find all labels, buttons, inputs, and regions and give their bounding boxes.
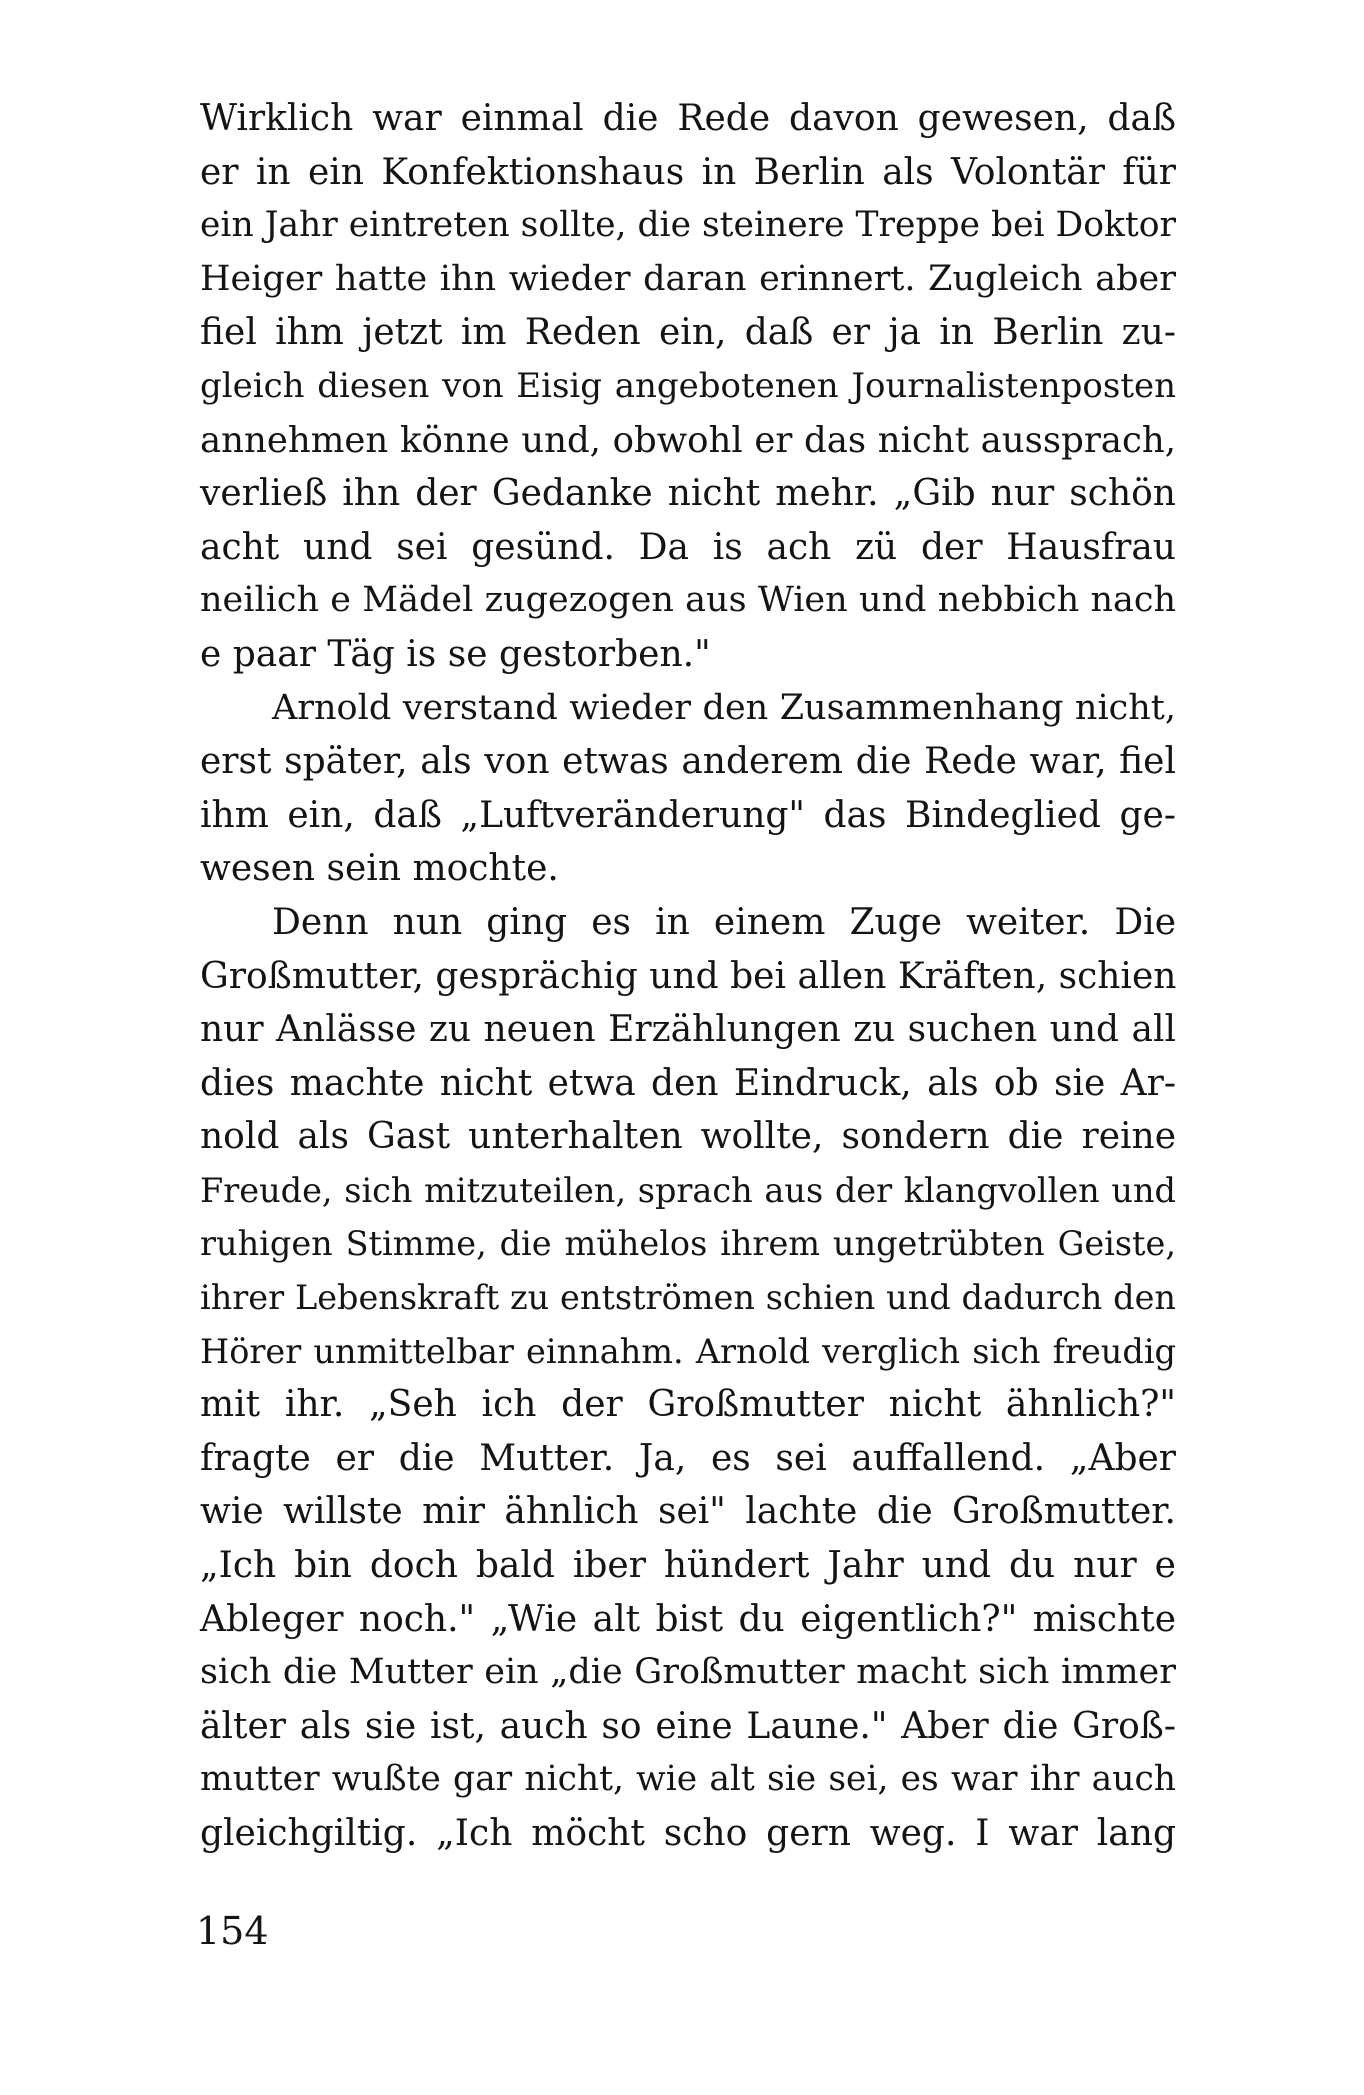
text-line: Denn nun ging es in einem Zuge weiter. Die bbox=[272, 901, 1176, 943]
text-line: e paar Täg is se gestorben." bbox=[200, 633, 711, 675]
body-text bbox=[200, 92, 1176, 1861]
text-line: dies machte nicht etwa den Eindruck, als ob sie Ar- bbox=[200, 1062, 1176, 1104]
text-line: älter als sie ist, auch so eine Laune." Aber die Groß- bbox=[200, 1705, 1176, 1747]
text-line: sich die Mutter ein „die Großmutter macht sich immer bbox=[200, 1652, 1176, 1693]
text-line: wie willste mir ähnlich sei" lachte die Großmutter. bbox=[200, 1491, 1176, 1533]
text-line: ruhigen Stimme, die mühelos ihrem ungetrübten Geiste, bbox=[200, 1224, 1176, 1264]
text-line: nur Anlässe zu neuen Erzählungen zu suchen und all bbox=[200, 1009, 1176, 1051]
text-line: Hörer unmittelbar einnahm. Arnold verglich sich freudig bbox=[200, 1331, 1176, 1371]
text-line: ihm ein, daß „Luftveränderung" das Bindeglied ge- bbox=[200, 794, 1176, 836]
text-line: wesen sein mochte. bbox=[200, 848, 559, 890]
text-line: gleich diesen von Eisig angebotenen Journalistenposten bbox=[200, 365, 1176, 406]
text-line: Großmutter, gesprächig und bei allen Kräften, schien bbox=[200, 955, 1177, 997]
text-line: neilich e Mädel zugezogen aus Wien und nebbich nach bbox=[200, 580, 1176, 621]
text-line: acht und sei gesünd. Da is ach zü der Hausfrau bbox=[200, 526, 1176, 568]
text-line: ein Jahr eintreten sollte, die steinere Treppe bei Doktor bbox=[200, 205, 1176, 246]
text-line: Ableger noch." „Wie alt bist du eigentlich?" mischte bbox=[200, 1598, 1176, 1640]
text-line: Freude, sich mitzuteilen, sprach aus der klangvollen und bbox=[200, 1170, 1176, 1210]
page-number: 154 bbox=[196, 1909, 269, 1953]
text-line: erst später, als von etwas anderem die Rede war, fiel bbox=[200, 741, 1176, 783]
text-line: verließ ihn der Gedanke nicht mehr. „Gib nur schön bbox=[200, 473, 1176, 515]
text-line: fragte er die Mutter. Ja, es sei auffallend. „Aber bbox=[200, 1437, 1176, 1479]
text-line: nold als Gast unterhalten wollte, sondern die reine bbox=[200, 1116, 1176, 1158]
text-line: „Ich bin doch bald iber hündert Jahr und du nur e bbox=[200, 1545, 1176, 1587]
text-line: annehmen könne und, obwohl er das nicht aussprach, bbox=[200, 419, 1176, 461]
text-line: er in ein Konfektionshaus in Berlin als Volontär für bbox=[200, 151, 1176, 193]
text-line: Heiger hatte ihn wieder daran erinnert. Zugleich aber bbox=[200, 258, 1176, 299]
text-line: Arnold verstand wieder den Zusammenhang nicht, bbox=[272, 687, 1176, 728]
text-line: gleichgiltig. „Ich möcht scho gern weg. I war lang bbox=[200, 1813, 1176, 1854]
text-line: Wirklich war einmal die Rede davon gewesen, daß bbox=[200, 98, 1176, 139]
text-line: ihrer Lebenskraft zu entströmen schien und dadurch den bbox=[200, 1278, 1176, 1318]
text-line: mit ihr. „Seh ich der Großmutter nicht ähnlich?" bbox=[200, 1384, 1176, 1426]
text-line: fiel ihm jetzt im Reden ein, daß er ja in Berlin zu- bbox=[200, 312, 1176, 354]
text-line: mutter wußte gar nicht, wie alt sie sei, es war ihr auch bbox=[200, 1759, 1176, 1800]
